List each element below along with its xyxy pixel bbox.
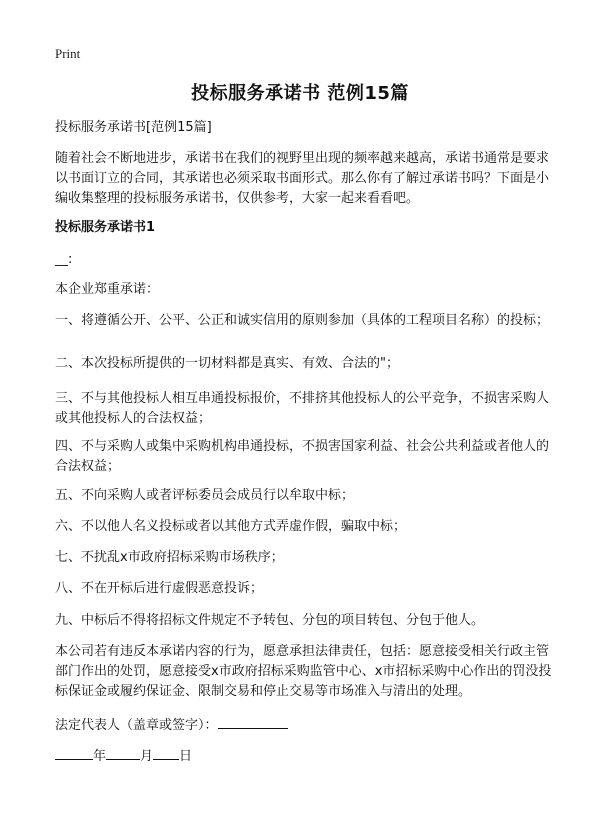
- day-blank: [153, 744, 179, 760]
- signature-line: [55, 713, 550, 736]
- date-line: [55, 744, 550, 767]
- signature-label: 法定代表人（盖章或签字）：: [55, 718, 218, 733]
- date-month-label: 月: [140, 749, 154, 764]
- commitment-item: 六、不以他人名义投标或者以其他方式弄虚作假，骗取中标；: [55, 519, 407, 534]
- intro-paragraph: 随着社会不断地进步，承诺书在我们的视野里出现的频率越来越高，承诺书通常是要求以书面订立的合同，其承诺也必须采取书面形式。那么你有了解过承诺书吗？下面是小编收集整理的投标服务承诺书，仅供参考，大家一起来看看吧。: [55, 151, 550, 206]
- commitment-item: 四、不与采购人或集中采购机构串通投标，不损害国家利益、社会公共利益或者他人的合法权益；: [55, 439, 550, 474]
- date-year-label: 年: [93, 749, 107, 764]
- commitment-item: 八、不在开标后进行虚假恶意投诉；: [55, 581, 264, 596]
- liability-paragraph: 本公司若有违反本承诺内容的行为，愿意承担法律责任，包括：愿意接受相关行政主管部门作出的处罚，愿意接受x市政府招标采购监管中心、x市招标采购中心作出的罚没投标保证金或履约保证金、限制交易和停止交易等市场准入与清出的处理。: [55, 644, 552, 699]
- commitment-item: 九、中标后不得将招标文件规定不予转包、分包的项目转包、分包于他人。: [55, 613, 485, 628]
- month-blank: [106, 744, 140, 760]
- commitment-item: 五、不向采购人或者评标委员会成员行以牟取中标；: [55, 488, 355, 503]
- print-label[interactable]: Print: [55, 46, 81, 61]
- section-heading: 投标服务承诺书1: [55, 220, 156, 235]
- page-title: 投标服务承诺书 范例15篇: [191, 83, 409, 104]
- commitment-item: 二、本次投标所提供的一切材料都是真实、有效、合法的"；: [55, 356, 399, 371]
- year-blank: [55, 744, 93, 760]
- opening-line: 本企业郑重承诺：: [55, 282, 160, 297]
- signature-blank: [218, 713, 288, 729]
- commitment-item: 七、不扰乱x市政府招标采购市场秩序；: [55, 550, 284, 565]
- commitment-item: 三、不与其他投标人相互串通投标报价，不排挤其他投标人的公平竞争，不损害采购人或其他投标人的合法权益；: [55, 391, 550, 426]
- date-day-label: 日: [179, 749, 193, 764]
- document-subtitle: 投标服务承诺书[范例15篇]: [55, 120, 212, 135]
- addressee-line: __:: [55, 252, 73, 267]
- commitment-item: 一、将遵循公开、公平、公正和诚实信用的原则参加（具体的工程项目名称）的投标；: [55, 313, 550, 328]
